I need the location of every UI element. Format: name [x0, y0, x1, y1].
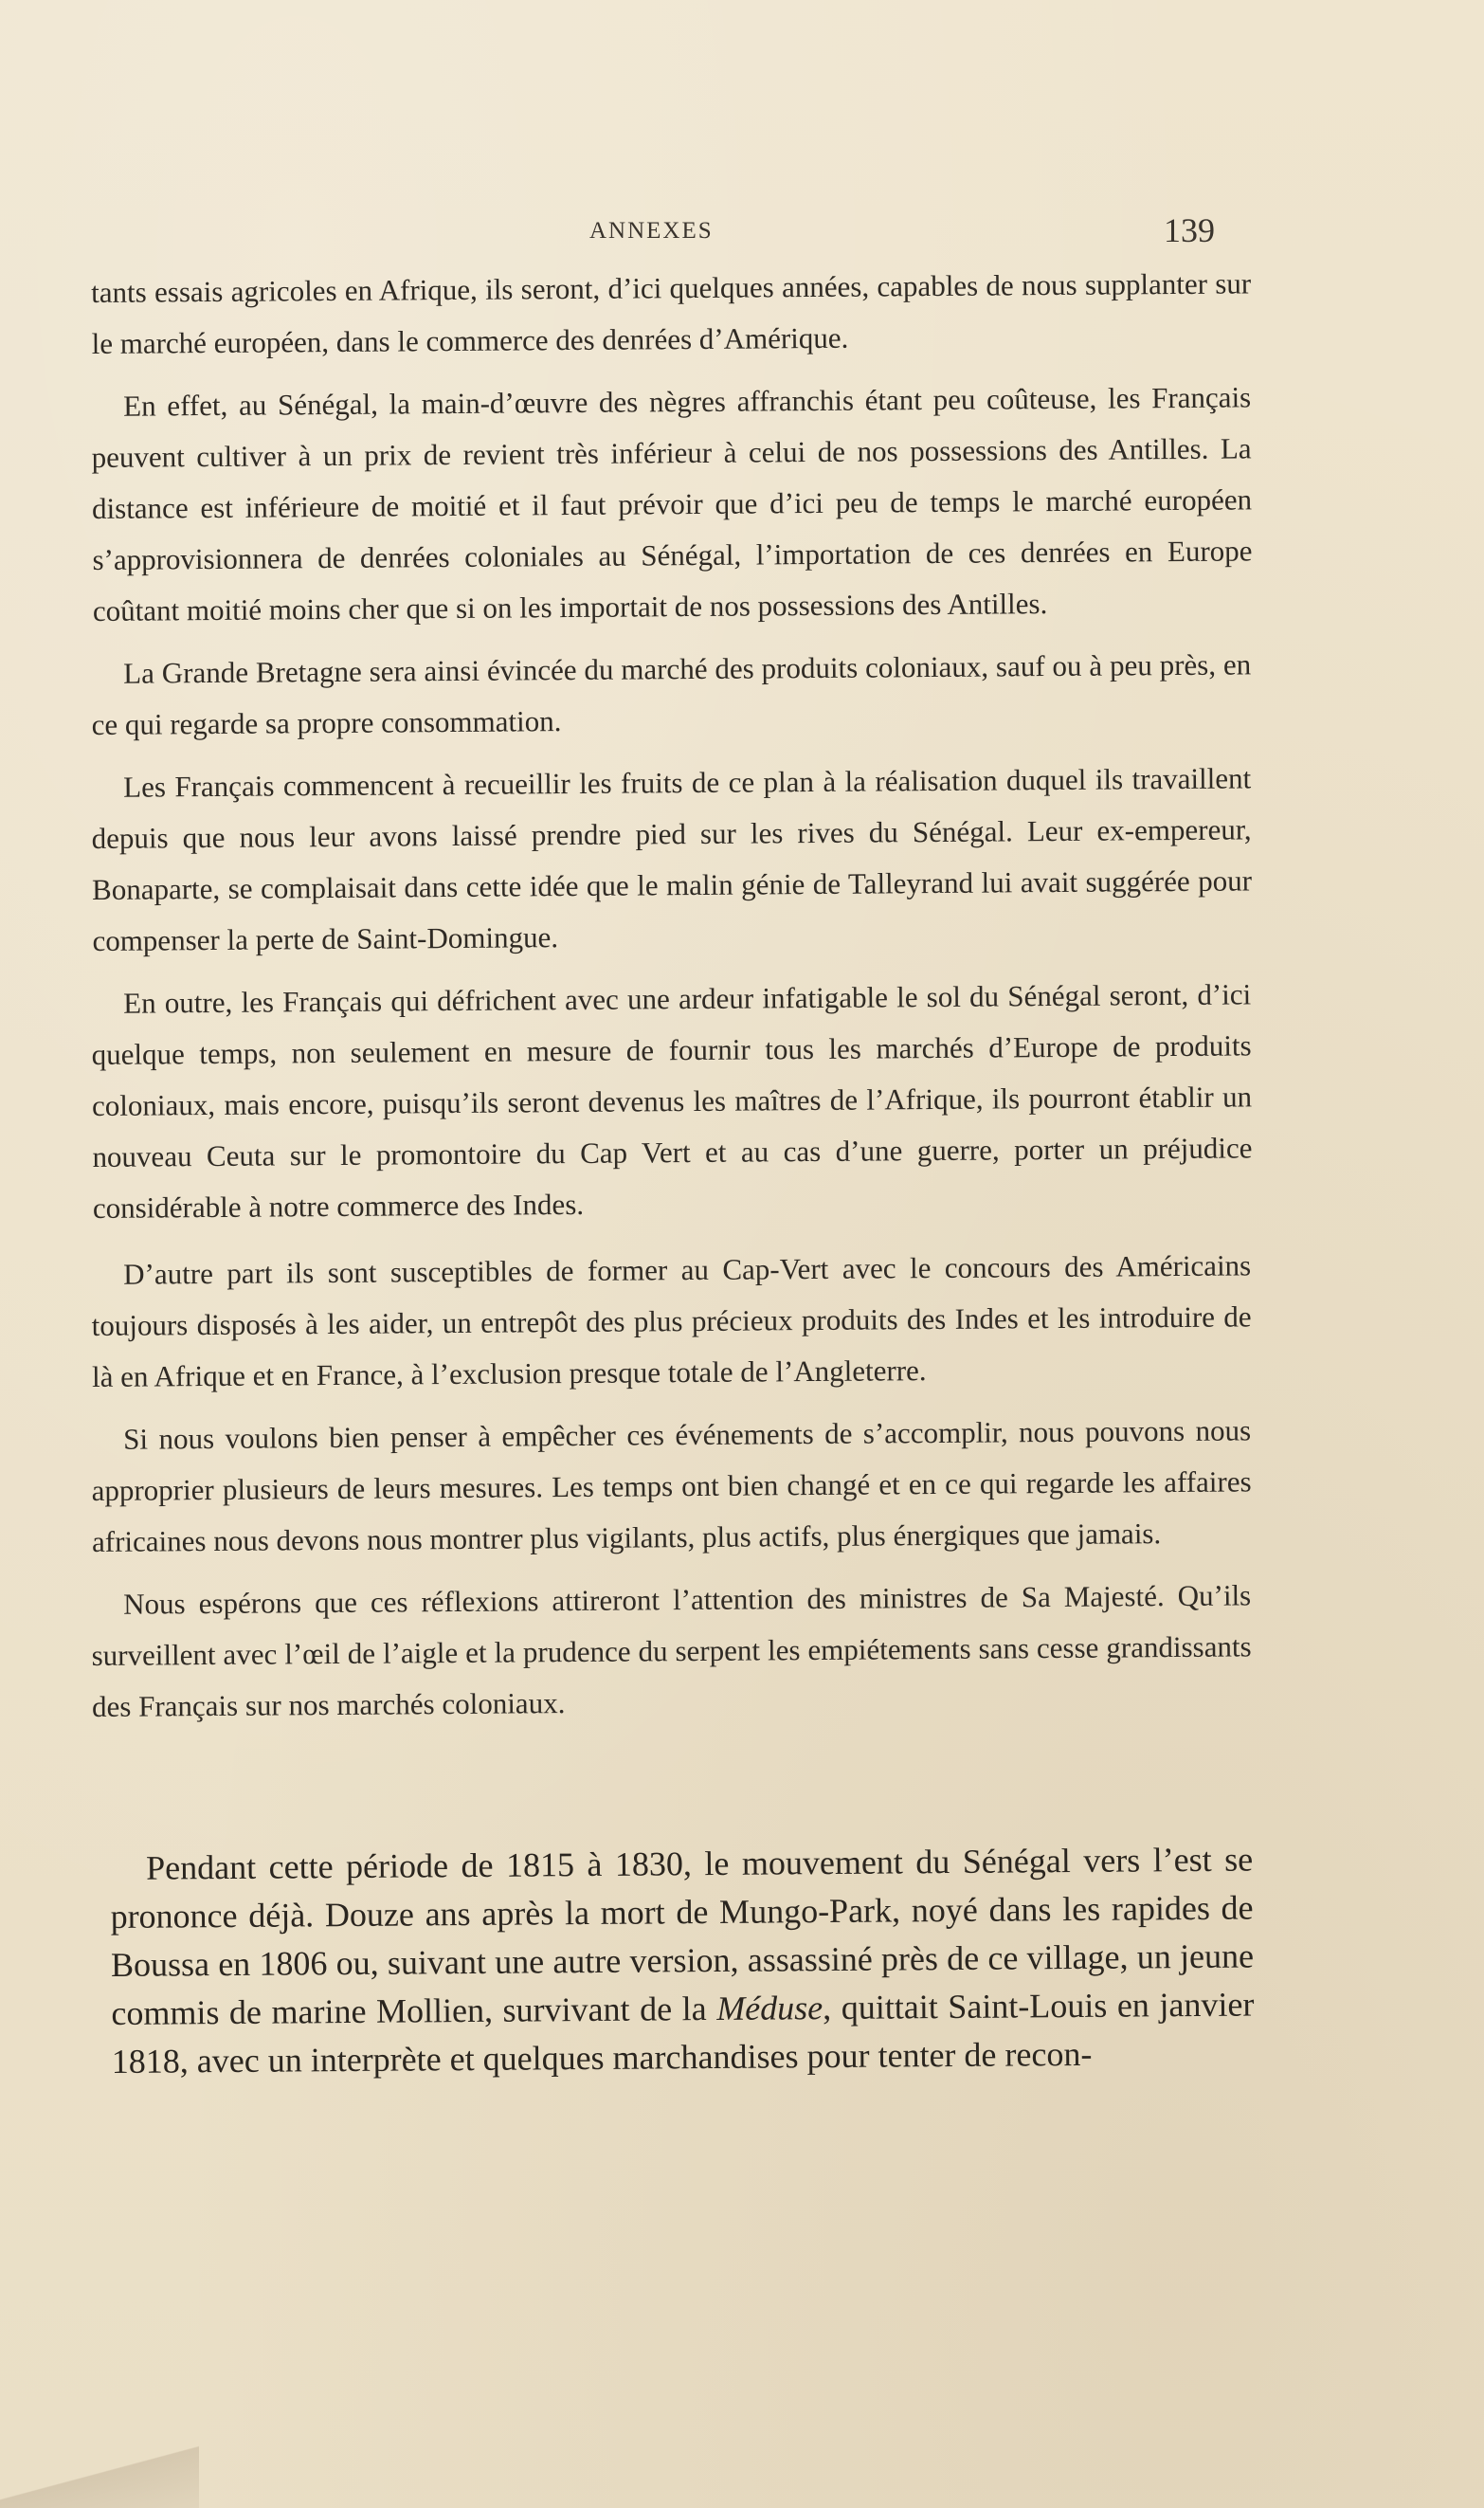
- paragraph-7: Si nous voulons bien penser à empêcher ces événements de s’accomplir, nous pouvons nous approprier plusieurs de leurs mesures. Les temps ont bien changé et en ce qui regarde les affaires africaines nous devons nous montrer plus vigilants, plus actifs, plus énergiques que jamais.: [91, 1413, 1252, 1558]
- paragraph-3: La Grande Bretagne sera ainsi évincée du marché des produits coloniaux, sauf ou à peu près, en ce qui regarde sa propre consommation.: [91, 647, 1252, 741]
- closing-paragraph: [110, 1836, 1255, 2086]
- main-text: [91, 267, 1251, 1744]
- paragraph-4: Les Français commencent à recueillir les fruits de ce plan à la réalisation duquel ils travaillent depuis que nous leur avons laissé prendre pied sur les rives du Sénégal. Leur ex-empereur, Bonaparte, se complaisait dans cette idée que le malin génie de Talleyrand lui avait suggérée pour compenser la perte de Saint-Domingue.: [91, 761, 1253, 957]
- paragraph-5: En outre, les Français qui défrichent avec une ardeur infatigable le sol du Sénégal seront, d’ici quelque temps, non seulement en mesure de fournir tous les marchés d’Europe de produits coloniaux, mais encore, puisqu’ils seront devenus les maîtres de l’Afrique, ils pourront établir un nouveau Ceuta sur le promontoire du Cap Vert et au cas d’une guerre, porter un préjudice considérable à notre commerce des Indes.: [91, 977, 1253, 1225]
- paragraph-2: En effet, au Sénégal, la main-d’œuvre des nègres affranchis étant peu coûteuse, les Français peuvent cultiver à un prix de revient très inférieur à celui de nos possessions des Antilles. La distance est inférieure de moitié et il faut prévoir que d’ici peu de temps le marché européen s’approvisionnera de denrées coloniales au Sénégal, l’importation de ces denrées en Europe coûtant moitié moins cher que si on les importait de nos possessions des Antilles.: [91, 380, 1253, 627]
- closing-text-before-italic: Pendant cette période de 1815 à 1830, le mouvement du Sénégal vers l’est se prononce déjà. Douze ans après la mort de Mungo-Park, noyé dans les rapides de Boussa en 1806 ou, suivant une autre version, assassiné près de ce village, un jeune commis de marine Mollien, survivant de la: [110, 1840, 1255, 2032]
- page-number: 139: [1164, 211, 1215, 249]
- running-head: ANNEXES: [589, 218, 714, 244]
- paper-edge-shadow: [0, 2442, 199, 2508]
- page-header: [0, 211, 1484, 256]
- closing-section: [110, 1840, 1255, 2086]
- closing-text-after-italic: , quittait Saint-Louis en janvier 1818, avec un interprète et quelques marchandises pour tenter de recon-: [111, 1985, 1255, 2081]
- closing-text-italic: Méduse: [716, 1989, 823, 2027]
- paragraph-8: Nous espérons que ces réflexions attireront l’attention des ministres de Sa Majesté. Qu’ils surveillent avec l’œil de l’aigle et la prudence du serpent les empiétements sans cesse grandissants des Français sur nos marchés coloniaux.: [91, 1578, 1252, 1723]
- paragraph-6: D’autre part ils sont susceptibles de former au Cap-Vert avec le concours des Américains toujours disposés à les aider, un entrepôt des plus précieux produits des Indes et les introduire de là en Afrique et en France, à l’exclusion presque totale de l’Angleterre.: [91, 1248, 1252, 1393]
- paragraph-1: tants essais agricoles en Afrique, ils seront, d’ici quelques années, capables de nous supplanter sur le marché européen, dans le commerce des denrées d’Amérique.: [91, 266, 1252, 360]
